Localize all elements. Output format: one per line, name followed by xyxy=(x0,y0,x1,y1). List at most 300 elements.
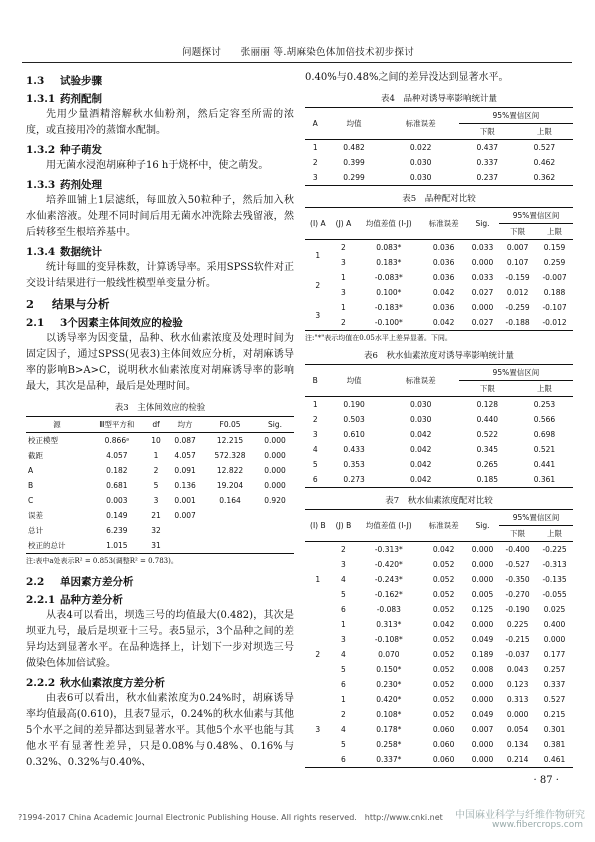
table-row xyxy=(305,647,573,662)
table-cell: 0.042 xyxy=(432,620,455,629)
table-cell: 0.183* xyxy=(376,258,402,267)
table-cell: 0.036 xyxy=(432,243,455,252)
table-cell: -0.259 xyxy=(505,303,530,312)
table-cell: 3 xyxy=(341,288,346,297)
table-cell: 0.052 xyxy=(432,605,455,614)
table-cell xyxy=(256,508,294,523)
table-cell: 2 xyxy=(315,280,321,290)
table-cell: 0.258* xyxy=(376,740,402,749)
paragraph: 由表6可以看出，秋水仙素浓度为0.24%时，胡麻诱导率均值最高(0.610)，且表7显示，0.24%的秋水仙素与其他5个水平之间的差异都达到显著水平。其他5个水平也能与其他水平有显著性差异，只是0.08%与0.48%、0.16%与0.32%、0.32%与0.40%、 xyxy=(26,693,294,768)
table-cell: 校正模型 xyxy=(28,436,58,445)
table-row xyxy=(26,493,294,508)
table-cell: 6.239 xyxy=(106,526,128,535)
table-header: 下限 xyxy=(510,529,526,538)
table-cell: 3 xyxy=(153,496,159,505)
table-cell: 0.420* xyxy=(376,695,402,704)
table-cell: 0.230* xyxy=(376,680,402,689)
table-cell: -0.527 xyxy=(505,560,530,569)
table-cell: 3 xyxy=(341,635,346,644)
table-cell: C xyxy=(28,496,34,505)
table-cell: 0.337 xyxy=(476,158,499,167)
paragraph: 从表4可以看出，坝选三号的均值最大(0.482)，其次是坝亚九号，最后是坝亚十三号。表5显示，3个品种之间的差异均达到显著水平。在品种选择上，计划下一步对坝选三号做染色体加倍试验。 xyxy=(26,610,294,669)
table-cell: -0.159 xyxy=(505,273,530,282)
table-header: 95%置信区间 xyxy=(499,208,573,224)
table-cell: 5 xyxy=(153,481,159,490)
table-cell: -0.313* xyxy=(374,545,403,554)
table-cell: 0.052 xyxy=(432,665,455,674)
table-note: 注:表中a处表示R² = 0.853(调整R² = 0.783)。 xyxy=(26,557,178,565)
table-cell: 0.361 xyxy=(533,475,556,484)
section-heading: 1.3.3 药剂处理 xyxy=(26,179,102,191)
table-cell: 总计 xyxy=(28,526,43,535)
table-row xyxy=(305,240,573,256)
section-heading: 1.3.1 药剂配制 xyxy=(26,93,102,105)
table-header: Ⅲ型平方和 xyxy=(99,420,135,429)
table-cell: 0.182 xyxy=(106,466,128,475)
table-cell: 1 xyxy=(341,303,346,312)
table-cell: 0.400 xyxy=(543,620,566,629)
watermark: 中国麻业科学与纤维作物研究 xyxy=(455,810,585,821)
table-cell: 0.000 xyxy=(471,575,494,584)
table-cell: 0.042 xyxy=(432,545,455,554)
table-cell: 3 xyxy=(341,258,346,267)
table-cell: 3 xyxy=(312,173,318,182)
table-cell: 0.381 xyxy=(543,740,566,749)
table-cell: 0.313 xyxy=(506,695,529,704)
table-header: 上限 xyxy=(536,127,552,136)
table-cell: 0.698 xyxy=(533,430,556,439)
table-cell: 0.060 xyxy=(432,755,455,764)
table-row xyxy=(26,433,294,449)
table-row xyxy=(305,155,573,170)
table-cell xyxy=(166,538,204,554)
table-7 xyxy=(305,509,573,768)
table-cell: 0.237 xyxy=(476,173,499,182)
table-cell: 0.042 xyxy=(409,430,432,439)
table-cell: 3 xyxy=(312,430,318,439)
table-cell: 0.527 xyxy=(533,143,556,152)
paragraph: 先用少量酒精溶解秋水仙粉剂，然后定容至所需的浓度，或直接用冷的蒸馏水配制。 xyxy=(26,109,294,136)
table-cell: 3 xyxy=(315,310,321,320)
table-4 xyxy=(305,107,573,186)
table-header: Sig. xyxy=(466,208,499,240)
table-cell: 0.345 xyxy=(476,445,499,454)
table-cell: -0.225 xyxy=(542,545,567,554)
table-3 xyxy=(26,416,294,554)
table-row xyxy=(305,472,573,488)
table-cell: 0.100* xyxy=(376,288,402,297)
table-cell: 1 xyxy=(341,273,346,282)
table-cell: 0.052 xyxy=(432,590,455,599)
table-cell: 0.070 xyxy=(378,650,400,659)
table-header: (J) B xyxy=(331,510,357,542)
table-cell: 截距 xyxy=(28,451,43,460)
table-row xyxy=(305,707,573,722)
table-cell: 0.920 xyxy=(264,496,286,505)
table-cell: 0.178* xyxy=(376,725,402,734)
table-cell: 5 xyxy=(312,460,318,469)
table-cell: 0.108* xyxy=(376,710,402,719)
table-header: 均值差值 (I-J) xyxy=(356,510,421,542)
table-cell: 0.150* xyxy=(376,665,402,674)
table-cell: 5 xyxy=(341,590,346,599)
table-cell: 6 xyxy=(341,605,346,614)
table-cell: 5 xyxy=(341,740,346,749)
table-cell: 0.441 xyxy=(533,460,556,469)
table-cell: -0.107 xyxy=(542,303,567,312)
table-cell: -0.270 xyxy=(505,590,530,599)
table-6 xyxy=(305,364,573,488)
table-cell: 校正的总计 xyxy=(28,541,66,550)
table-header: 95%置信区间 xyxy=(459,108,573,124)
table-row xyxy=(305,632,573,647)
table-header: 下限 xyxy=(479,127,495,136)
table-cell: -0.108* xyxy=(374,635,403,644)
table-cell: 0.000 xyxy=(264,466,286,475)
table-row xyxy=(305,722,573,737)
copyright-footer: ?1994-2017 China Academic Journal Electronic Publishing House. All rights reserved. http://www.cnki.net xyxy=(18,813,443,822)
table-header: 标准误差 xyxy=(383,365,459,397)
table-header: 下限 xyxy=(479,384,495,393)
table-cell: 2 xyxy=(341,243,346,252)
table-row xyxy=(26,538,294,554)
table-cell xyxy=(256,523,294,538)
table-cell: 0.030 xyxy=(409,173,432,182)
table-row xyxy=(305,170,573,186)
table-cell: 32 xyxy=(151,526,161,535)
table-cell: -0.135 xyxy=(542,575,567,584)
table-cell: 2 xyxy=(341,545,346,554)
table-row xyxy=(305,285,573,300)
table-cell: 0.527 xyxy=(543,695,566,704)
table-cell: 0.149 xyxy=(106,511,128,520)
table-cell: 0.188 xyxy=(543,288,566,297)
table-cell: 0.000 xyxy=(471,620,494,629)
table-cell: 0.522 xyxy=(476,430,499,439)
table-cell: 0.185 xyxy=(476,475,499,484)
table-row xyxy=(305,412,573,427)
table-cell: 1 xyxy=(312,143,318,152)
table-cell: 0.052 xyxy=(432,650,455,659)
table-cell: -0.083* xyxy=(374,273,403,282)
table-header: A xyxy=(305,108,325,140)
table-header: (I) B xyxy=(305,510,331,542)
table-header: B xyxy=(305,365,326,397)
table-row xyxy=(305,692,573,707)
table-cell: 0.087 xyxy=(174,436,196,445)
table-cell: 0.054 xyxy=(506,725,529,734)
table-cell: 0.033 xyxy=(471,243,494,252)
table-note: 注:"*"表示均值在0.05水平上差异显著。下同。 xyxy=(305,334,452,342)
table-header: df xyxy=(152,420,160,429)
table-cell: 0.030 xyxy=(409,400,432,409)
table-cell: 1 xyxy=(312,400,318,409)
table-header: 上限 xyxy=(547,227,563,236)
table-header: Sig. xyxy=(268,420,283,429)
table-header: 均值差值 (I-J) xyxy=(356,208,421,240)
running-header: 问题探讨 张丽丽 等.胡麻染色体加倍技术初步探讨 xyxy=(182,47,415,58)
table-cell: 0.440 xyxy=(476,415,499,424)
table-cell: 0.353 xyxy=(343,460,365,469)
table-cell: 4.057 xyxy=(174,451,196,460)
table-cell: 4 xyxy=(341,725,346,734)
table-cell: 0.123 xyxy=(506,680,529,689)
table-row xyxy=(26,508,294,523)
table-row xyxy=(305,662,573,677)
section-heading: 1.3.2 种子萌发 xyxy=(26,144,102,156)
table-cell: 1 xyxy=(341,620,346,629)
table-cell: 0.000 xyxy=(264,481,286,490)
table-cell: 1 xyxy=(153,451,159,460)
table-cell: 0.503 xyxy=(343,415,365,424)
table-cell: 0.042 xyxy=(409,445,432,454)
table-cell: 2 xyxy=(341,318,346,327)
table-cell: -0.007 xyxy=(542,273,567,282)
table-row xyxy=(305,737,573,752)
table-cell: 572.328 xyxy=(214,451,246,460)
table-cell: 0.337* xyxy=(376,755,402,764)
table-cell: 0.128 xyxy=(476,400,499,409)
table-cell: 0.025 xyxy=(543,605,566,614)
table-cell: 0.437 xyxy=(476,143,499,152)
table-cell: 0.866ᵃ xyxy=(104,436,130,445)
table-cell: 0.030 xyxy=(409,415,432,424)
table-cell: 0.107 xyxy=(506,258,529,267)
table-cell: 0.215 xyxy=(543,710,566,719)
table-cell: 0.313* xyxy=(376,620,402,629)
table-header: 上限 xyxy=(547,529,563,538)
table-cell: 0.566 xyxy=(533,415,556,424)
table-cell: 0.190 xyxy=(343,400,365,409)
table-cell: 0.027 xyxy=(471,318,494,327)
table-cell: 0.083* xyxy=(376,243,402,252)
paragraph: 0.40%与0.48%之间的差异没达到显著水平。 xyxy=(305,72,509,83)
table-cell: 0.005 xyxy=(471,590,494,599)
table-cell xyxy=(166,523,204,538)
table-cell: 0.012 xyxy=(506,288,529,297)
table-cell: 0.060 xyxy=(432,725,455,734)
table-cell: 0.007 xyxy=(174,511,196,520)
table-cell: -0.215 xyxy=(505,635,530,644)
table-cell: 0.259 xyxy=(543,258,566,267)
table-cell: 1.015 xyxy=(106,541,128,550)
table-row xyxy=(305,542,573,558)
table-header: 95%置信区间 xyxy=(499,510,573,526)
table-row xyxy=(305,397,573,413)
table-cell: 0.225 xyxy=(506,620,529,629)
table-row xyxy=(305,255,573,270)
table-header: 95%置信区间 xyxy=(459,365,573,381)
table-cell: -0.350 xyxy=(505,575,530,584)
table-cell xyxy=(204,508,256,523)
table-cell: 0.036 xyxy=(432,258,455,267)
table-cell: 12.822 xyxy=(216,466,244,475)
table-cell: 0.052 xyxy=(432,635,455,644)
table-cell: 0.052 xyxy=(432,560,455,569)
section-heading: 1.3 试验步骤 xyxy=(26,75,102,87)
table-cell: 2 xyxy=(153,466,159,475)
table-cell: A xyxy=(28,466,34,475)
table-cell: 0.301 xyxy=(543,725,566,734)
table-row xyxy=(305,300,573,315)
table-cell: 0.000 xyxy=(264,451,286,460)
table-cell: 6 xyxy=(312,475,318,484)
table-cell: 0.399 xyxy=(343,158,365,167)
table-caption: 表5 品种配对比较 xyxy=(402,194,476,204)
left-column xyxy=(26,70,294,771)
table-cell: 0.134 xyxy=(506,740,529,749)
table-row xyxy=(305,617,573,632)
table-cell: 3 xyxy=(341,560,346,569)
table-header: 源 xyxy=(53,420,61,429)
table-cell: 0.042 xyxy=(409,475,432,484)
table-cell: 0.052 xyxy=(432,575,455,584)
table-row xyxy=(305,427,573,442)
table-row xyxy=(305,442,573,457)
table-cell: 0.164 xyxy=(219,496,241,505)
table-cell: -0.190 xyxy=(505,605,530,614)
right-column xyxy=(305,70,573,768)
table-cell: 0.060 xyxy=(432,740,455,749)
table-cell: 0.482 xyxy=(343,143,365,152)
table-cell: -0.420* xyxy=(374,560,403,569)
table-cell: 0.189 xyxy=(471,650,494,659)
table-header: (J) A xyxy=(331,208,357,240)
table-cell: 4 xyxy=(312,445,318,454)
table-cell: 0.052 xyxy=(432,710,455,719)
table-row xyxy=(305,587,573,602)
paragraph: 用无菌水浸泡胡麻种子16 h于烧杯中，使之萌发。 xyxy=(46,160,269,171)
table-cell: 0.000 xyxy=(471,755,494,764)
table-cell: 0.003 xyxy=(106,496,128,505)
table-cell: 12.215 xyxy=(216,436,244,445)
table-row xyxy=(305,315,573,331)
section-heading: 2.1 3个因素主体间效应的检验 xyxy=(26,317,183,329)
table-cell: 0.337 xyxy=(543,680,566,689)
table-cell: 4 xyxy=(341,650,346,659)
paragraph: 培养皿铺上1层滤纸，每皿放入50粒种子，然后加入秋水仙素溶液。处理不同时间后用无菌水冲洗除去残留液，然后转移至生根培养基中。 xyxy=(26,195,294,238)
table-cell: 0.042 xyxy=(409,460,432,469)
table-cell: 0.022 xyxy=(409,143,432,152)
table-cell: 0.000 xyxy=(506,710,529,719)
table-cell: 1 xyxy=(315,575,321,584)
table-cell: 0.052 xyxy=(432,680,455,689)
table-cell xyxy=(204,523,256,538)
table-cell: 0.265 xyxy=(476,460,499,469)
table-cell xyxy=(256,538,294,554)
table-cell: 0.001 xyxy=(174,496,196,505)
table-header: 标准误差 xyxy=(383,108,459,140)
table-cell: 0.362 xyxy=(533,173,556,182)
table-cell: 4.057 xyxy=(106,451,128,460)
table-row xyxy=(26,523,294,538)
table-cell: 0.042 xyxy=(432,318,455,327)
table-cell: 6 xyxy=(341,755,346,764)
table-cell: 0.000 xyxy=(471,258,494,267)
table-5 xyxy=(305,207,573,331)
table-cell: 5 xyxy=(341,665,346,674)
watermark-url: www.fibercrops.com xyxy=(492,820,583,830)
table-header: 均值 xyxy=(325,108,382,140)
table-cell: 0.000 xyxy=(471,740,494,749)
table-header: F0.05 xyxy=(219,420,241,429)
table-caption: 表3 主体间效应的检验 xyxy=(114,403,206,413)
table-cell: 0.091 xyxy=(174,466,196,475)
table-cell: 0.159 xyxy=(543,243,566,252)
table-cell: -0.188 xyxy=(505,318,530,327)
table-cell: -0.100* xyxy=(374,318,403,327)
table-cell: 0.125 xyxy=(471,605,494,614)
table-cell: 0.036 xyxy=(432,303,455,312)
table-cell: 0.257 xyxy=(543,665,566,674)
table-cell: 6 xyxy=(341,680,346,689)
table-cell: 0.049 xyxy=(471,635,494,644)
table-cell: -0.400 xyxy=(505,545,530,554)
table-row xyxy=(305,557,573,572)
table-row xyxy=(305,572,573,587)
table-row xyxy=(26,463,294,478)
table-row xyxy=(305,677,573,692)
table-caption: 表6 秋水仙素浓度对诱导率影响统计量 xyxy=(364,351,514,361)
table-cell: -0.183* xyxy=(374,303,403,312)
table-cell: 0.000 xyxy=(543,635,566,644)
table-cell xyxy=(204,538,256,554)
table-header: 下限 xyxy=(510,227,526,236)
table-row xyxy=(26,478,294,493)
table-cell: 0.461 xyxy=(543,755,566,764)
table-header: 标准误差 xyxy=(421,510,465,542)
table-header: 标准误差 xyxy=(421,208,465,240)
table-cell: 3 xyxy=(315,725,321,734)
section-heading: 2.2 单因素方差分析 xyxy=(26,576,134,588)
table-cell: 0.433 xyxy=(343,445,365,454)
table-cell: -0.162* xyxy=(374,590,403,599)
table-cell: 0.043 xyxy=(506,665,529,674)
table-cell: 0.007 xyxy=(506,243,529,252)
table-cell: -0.012 xyxy=(542,318,567,327)
table-cell: 0.000 xyxy=(471,303,494,312)
table-cell: 0.610 xyxy=(343,430,365,439)
table-header: 均方 xyxy=(177,420,193,429)
table-cell: 1 xyxy=(341,695,346,704)
header-rule xyxy=(22,62,572,63)
table-cell: -0.037 xyxy=(505,650,530,659)
paragraph: 以诱导率为因变量，品种、秋水仙素浓度及处理时间为固定因子，通过SPSS(见表3)主体间效应分析，对胡麻诱导率的影响B>A>C，说明秋水仙素浓度对胡麻诱导率的影响最大，其次是品种，最后是处理时间。 xyxy=(26,333,294,392)
table-cell: 31 xyxy=(151,541,161,550)
table-cell: 0.030 xyxy=(409,158,432,167)
table-cell: 0.000 xyxy=(471,560,494,569)
table-cell: 0.052 xyxy=(432,695,455,704)
section-heading: 2.2.2 秋水仙素浓度方差分析 xyxy=(26,677,165,689)
table-cell: 0.253 xyxy=(533,400,556,409)
table-cell: 0.042 xyxy=(432,288,455,297)
table-cell: 误差 xyxy=(28,511,43,520)
table-cell: 0.033 xyxy=(471,273,494,282)
table-cell: 0.136 xyxy=(174,481,196,490)
table-caption: 表7 秋水仙素浓度配对比较 xyxy=(385,496,493,506)
table-row xyxy=(305,140,573,156)
table-cell: -0.313 xyxy=(542,560,567,569)
table-cell: 0.273 xyxy=(343,475,365,484)
table-cell: 0.000 xyxy=(471,695,494,704)
table-header: 均值 xyxy=(326,365,383,397)
table-cell: 10 xyxy=(151,436,161,445)
table-header: 上限 xyxy=(536,384,552,393)
section-heading: 2 结果与分析 xyxy=(26,297,110,311)
table-cell: 0.214 xyxy=(506,755,529,764)
table-cell: 0.049 xyxy=(471,710,494,719)
table-cell: 21 xyxy=(151,511,161,520)
